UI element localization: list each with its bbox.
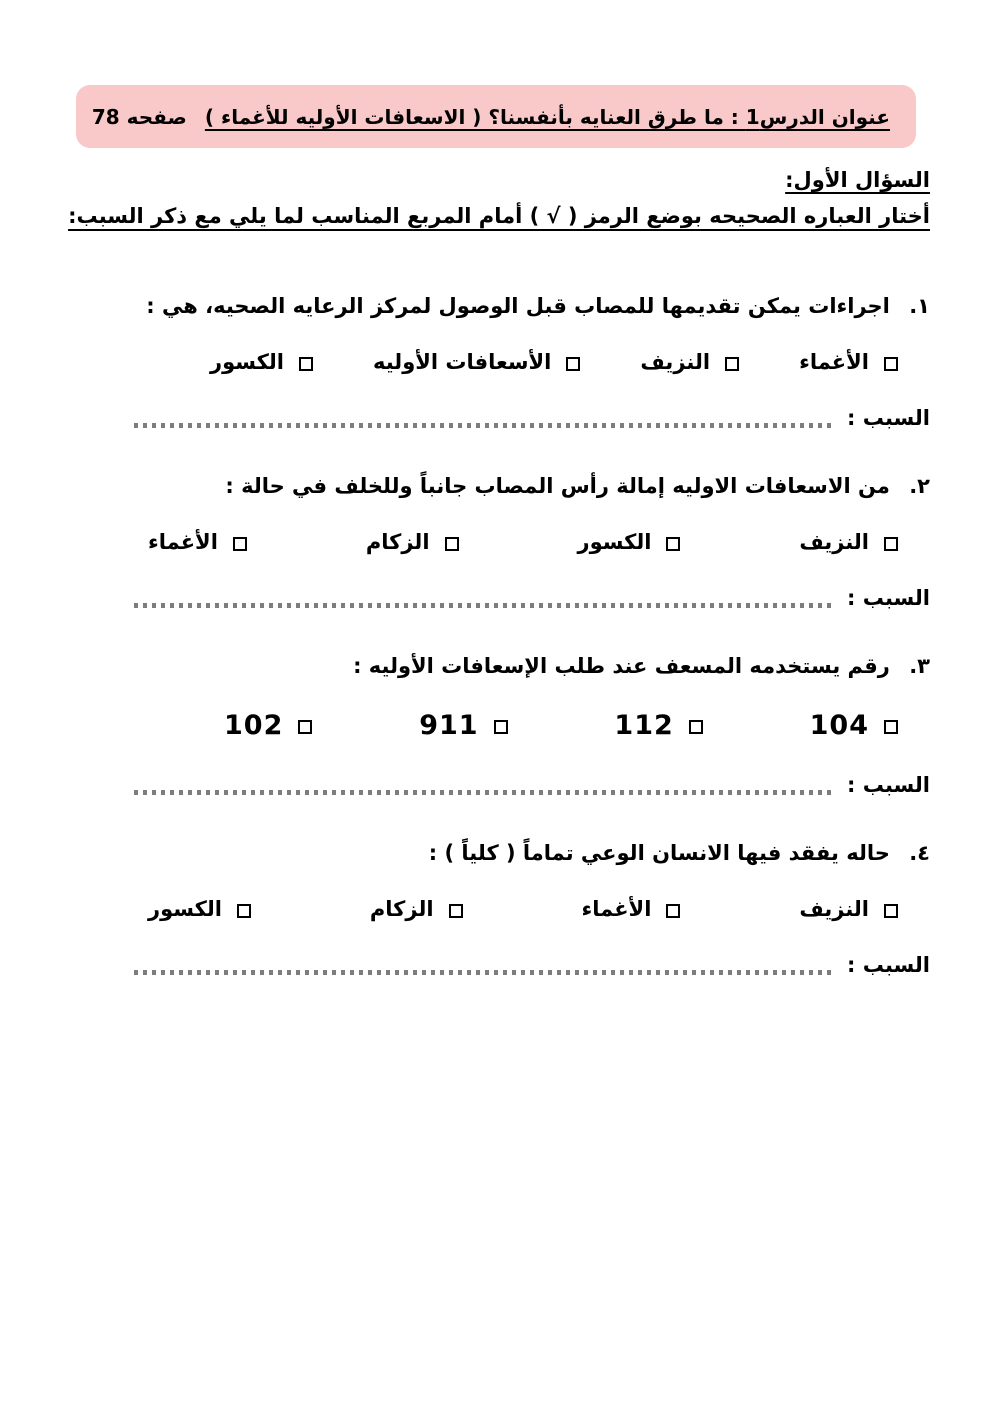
option-label: النزيف bbox=[640, 350, 711, 374]
option-label: 102 bbox=[224, 710, 284, 741]
question-2 bbox=[62, 474, 930, 610]
option-label: 112 bbox=[614, 710, 674, 741]
checkbox[interactable] bbox=[689, 720, 703, 734]
option-q1-3[interactable] bbox=[373, 350, 580, 374]
question-4 bbox=[62, 841, 930, 977]
option-q3-1[interactable] bbox=[810, 710, 898, 741]
question-3-reason-row bbox=[130, 773, 930, 797]
option-label: الزكام bbox=[369, 897, 434, 921]
option-label: النزيف bbox=[799, 897, 869, 921]
option-q2-3[interactable] bbox=[366, 530, 459, 554]
option-q1-2[interactable] bbox=[640, 350, 739, 374]
instruction-text: أختار العباره الصحيحه بوضع الرمز ( √ ) أمام المربع المناسب لما يلي مع ذكر السبب: bbox=[68, 204, 930, 228]
option-q3-2[interactable] bbox=[614, 710, 702, 741]
checkbox[interactable] bbox=[445, 537, 459, 551]
checkbox[interactable] bbox=[884, 357, 898, 371]
answer-line bbox=[130, 423, 831, 428]
option-label: الزكام bbox=[365, 530, 430, 554]
question-2-number: ٢. bbox=[909, 474, 930, 498]
question-1-options bbox=[210, 350, 898, 374]
question-4-options bbox=[148, 897, 898, 921]
option-q2-2[interactable] bbox=[577, 530, 680, 554]
option-label: الأغماء bbox=[148, 530, 218, 554]
question-4-reason-row bbox=[130, 953, 930, 977]
question-4-text: ٤. حاله يفقد فيها الانسان الوعي تماماً ( كلياً ) : bbox=[428, 841, 930, 865]
option-q3-4[interactable] bbox=[224, 710, 312, 741]
checkbox[interactable] bbox=[725, 357, 739, 371]
option-q4-1[interactable] bbox=[799, 897, 898, 921]
option-q2-1[interactable] bbox=[799, 530, 898, 554]
option-q4-2[interactable] bbox=[582, 897, 681, 921]
option-q2-4[interactable] bbox=[148, 530, 247, 554]
reason-label: السبب : bbox=[847, 773, 930, 797]
option-label: الكسور bbox=[148, 897, 222, 921]
worksheet-content bbox=[62, 168, 930, 1021]
answer-line bbox=[130, 790, 831, 795]
question-3-number: ٣. bbox=[909, 654, 930, 678]
option-label: الأسعافات الأوليه bbox=[373, 350, 552, 374]
option-label: النزيف bbox=[799, 530, 869, 554]
question-2-reason-row bbox=[130, 586, 930, 610]
checkbox[interactable] bbox=[237, 904, 251, 918]
question-1-number: ١. bbox=[909, 294, 930, 318]
checkbox[interactable] bbox=[666, 904, 680, 918]
lesson-title: عنوان الدرس1 : ما طرق العنايه بأنفسنا؟ ( الاسعافات الأوليه للأغماء ) bbox=[204, 104, 890, 129]
checkbox[interactable] bbox=[298, 720, 312, 734]
checkbox[interactable] bbox=[566, 357, 580, 371]
reason-label: السبب : bbox=[847, 586, 930, 610]
option-q4-4[interactable] bbox=[148, 897, 251, 921]
question-4-number: ٤. bbox=[909, 841, 930, 865]
option-label: الأغماء bbox=[581, 897, 652, 921]
checkbox[interactable] bbox=[233, 537, 247, 551]
option-q1-1[interactable] bbox=[799, 350, 898, 374]
option-label: 104 bbox=[809, 710, 869, 741]
question-3-text: ٣. رقم يستخدمه المسعف عند طلب الإسعافات الأوليه : bbox=[353, 654, 930, 678]
answer-line bbox=[130, 603, 831, 608]
option-q4-3[interactable] bbox=[370, 897, 463, 921]
checkbox[interactable] bbox=[666, 537, 680, 551]
option-q3-3[interactable] bbox=[419, 710, 507, 741]
question-3-options bbox=[224, 710, 898, 741]
reason-label: السبب : bbox=[847, 953, 930, 977]
option-label: الأغماء bbox=[799, 350, 869, 374]
option-q1-4[interactable] bbox=[210, 350, 313, 374]
option-label: 911 bbox=[419, 710, 479, 741]
checkbox[interactable] bbox=[449, 904, 463, 918]
question-3 bbox=[62, 654, 930, 797]
answer-line bbox=[130, 970, 831, 975]
question-2-options bbox=[148, 530, 898, 554]
option-label: الكسور bbox=[577, 530, 652, 554]
question-1-text: ١. اجراءات يمكن تقديمها للمصاب قبل الوصول لمركز الرعايه الصحيه، هي : bbox=[146, 294, 930, 318]
option-label: الكسور bbox=[210, 350, 284, 374]
question-1-reason-row bbox=[130, 406, 930, 430]
checkbox[interactable] bbox=[299, 357, 313, 371]
section-title: السؤال الأول: bbox=[785, 168, 930, 192]
checkbox[interactable] bbox=[494, 720, 508, 734]
checkbox[interactable] bbox=[884, 720, 898, 734]
question-1 bbox=[62, 294, 930, 430]
question-2-text: ٢. من الاسعافات الاوليه إمالة رأس المصاب جانباً وللخلف في حالة : bbox=[225, 474, 930, 498]
lesson-header bbox=[76, 85, 916, 148]
page-number: صفحه 78 bbox=[91, 104, 187, 129]
reason-label: السبب : bbox=[847, 406, 930, 430]
checkbox[interactable] bbox=[884, 537, 898, 551]
checkbox[interactable] bbox=[884, 904, 898, 918]
